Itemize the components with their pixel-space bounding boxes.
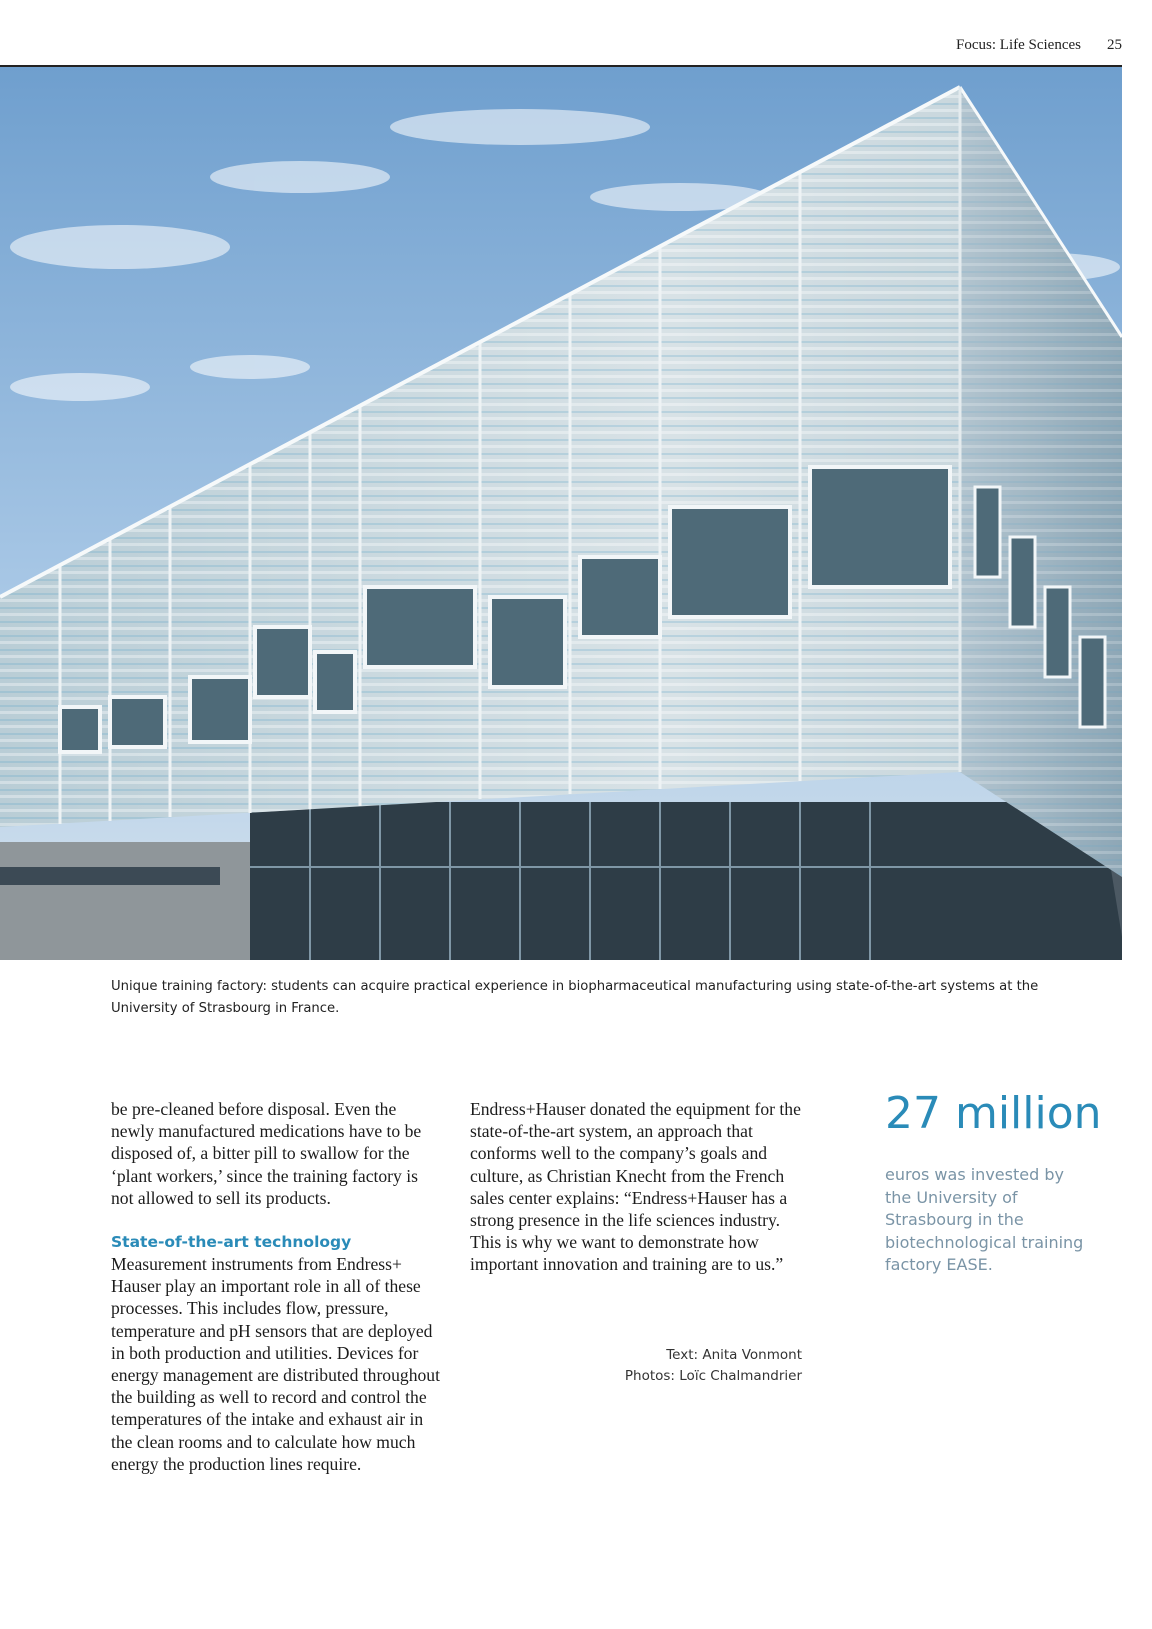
building-illustration: [0, 67, 1122, 960]
building-photo: [0, 67, 1122, 960]
page-header: [956, 37, 1122, 54]
stat-number: 27 million: [885, 1088, 1102, 1139]
credits: [625, 1345, 802, 1387]
photo-caption: Unique training factory: students can acquire practical experience in biopharmaceutical manufacturing using state-of-the-art systems at the University of Strasbourg in France.: [111, 979, 1039, 1016]
column-1-paragraph-1: be pre-cleaned before disposal. Even the newly manufactured medications have to be disposed of, a bitter pill to swallow for the ‘plant workers,’ since the training factory is not allowed to sell its products.: [111, 1099, 422, 1208]
text-credit: Text: Anita Vonmont: [666, 1347, 802, 1363]
column-1-paragraph-2: Measurement instruments from Endress+ Hauser play an important role in all of these processes. This includes flow, pressure, temperature and pH sensors that are deployed in both production and utilities. Devices for energy management are distributed throughout the building as well to record and control the temperatures of the intake and exhaust air in the clean rooms and to calculate how much energy the production lines require.: [111, 1254, 440, 1474]
photo-credit: Photos: Loïc Chalmandrier: [624, 1368, 802, 1384]
column-2: [470, 1098, 815, 1276]
column-1: [111, 1098, 441, 1475]
page-number: 25: [1107, 37, 1122, 53]
stat-description: euros was invested by the University of Strasbourg in the biotechnological training factory EASE.: [885, 1165, 1084, 1274]
subheading: State-of-the-art technology: [111, 1233, 352, 1252]
section-title: Focus: Life Sciences: [956, 37, 1081, 53]
column-2-paragraph-1: Endress+Hauser donated the equipment for the state-of-the-art system, an approach that conforms well to the company’s goals and culture, as Christian Knecht from the French sales center explains: “Endress+Hauser has a strong presence in the life sciences industry. This is why we want to demonstrate how important innovation and training are to us.”: [470, 1099, 801, 1275]
